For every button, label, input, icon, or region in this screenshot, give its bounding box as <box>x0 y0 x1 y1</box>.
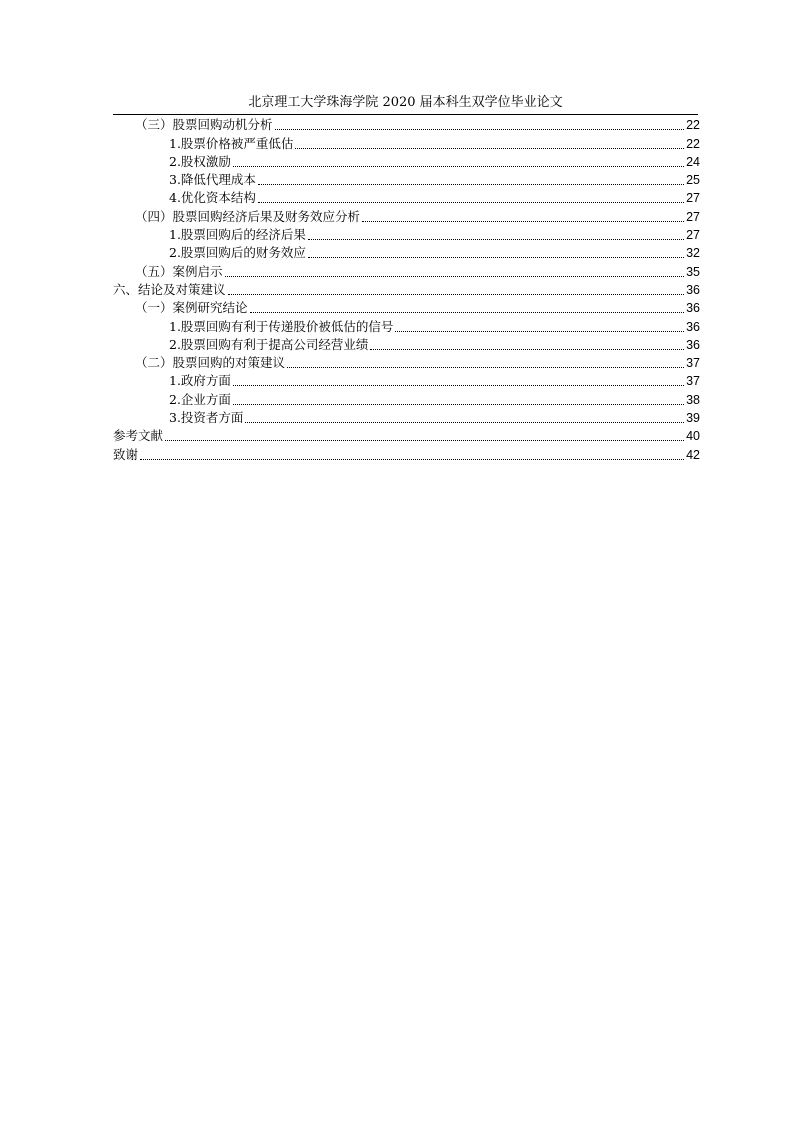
toc-dot-leader <box>250 311 685 313</box>
toc-dot-leader <box>287 366 684 368</box>
toc-entry[interactable] <box>113 207 700 225</box>
toc-dot-leader <box>258 201 684 203</box>
toc-entry-page-number: 36 <box>686 337 700 352</box>
toc-entry-title: 1.政府方面 <box>169 373 231 389</box>
toc-entry-title: （一）案例研究结论 <box>135 300 248 316</box>
toc-entry[interactable] <box>113 409 700 427</box>
toc-entry-title: 六、结论及对策建议 <box>113 281 226 297</box>
toc-entry-title: 2.企业方面 <box>169 391 231 407</box>
toc-entry-title: （四）股票回购经济后果及财务效应分析 <box>135 208 361 224</box>
toc-entry[interactable] <box>113 299 700 317</box>
toc-dot-leader <box>233 403 684 405</box>
toc-entry-title: 2.股票回购有利于提高公司经营业绩 <box>169 336 369 352</box>
toc-dot-leader <box>395 330 684 332</box>
toc-dot-leader <box>225 275 685 277</box>
toc-dot-leader <box>233 165 684 167</box>
toc-entry-title: 4.优化资本结构 <box>169 190 256 206</box>
toc-entry-title: 1.股票回购后的经济后果 <box>169 227 306 243</box>
toc-entry[interactable] <box>113 372 700 390</box>
toc-entry-page-number: 36 <box>686 282 700 297</box>
toc-entry[interactable] <box>113 390 700 408</box>
toc-entry-page-number: 22 <box>686 136 700 151</box>
toc-entry-title: 3.投资者方面 <box>169 410 244 426</box>
toc-dot-leader <box>258 183 684 185</box>
toc-entry-page-number: 35 <box>686 264 700 279</box>
toc-entry[interactable] <box>113 189 700 207</box>
toc-entry[interactable] <box>113 116 700 134</box>
toc-entry-title: 2.股票回购后的财务效应 <box>169 245 306 261</box>
toc-entry-page-number: 22 <box>686 118 700 133</box>
toc-dot-leader <box>228 293 685 295</box>
toc-entry-title: 致谢 <box>113 446 139 462</box>
toc-entry-page-number: 25 <box>686 173 700 188</box>
toc-entry-title: 1.股票价格被严重低估 <box>169 135 294 151</box>
toc-entry-title: （三）股票回购动机分析 <box>135 117 273 133</box>
toc-dot-leader <box>233 384 684 386</box>
toc-entry[interactable] <box>113 171 700 189</box>
toc-entry[interactable] <box>113 445 700 463</box>
header-rule <box>113 114 698 115</box>
toc-entry-page-number: 27 <box>686 191 700 206</box>
table-of-contents <box>113 116 700 464</box>
toc-entry-page-number: 36 <box>686 319 700 334</box>
toc-entry[interactable] <box>113 317 700 335</box>
toc-entry-page-number: 27 <box>686 209 700 224</box>
toc-dot-leader <box>308 256 684 258</box>
toc-entry-page-number: 37 <box>686 374 700 389</box>
toc-entry-title: 2.股权激励 <box>169 153 231 169</box>
toc-entry-page-number: 37 <box>686 356 700 371</box>
toc-entry-page-number: 38 <box>686 392 700 407</box>
toc-dot-leader <box>370 348 684 350</box>
toc-entry-page-number: 27 <box>686 228 700 243</box>
toc-entry-title: 3.降低代理成本 <box>169 172 256 188</box>
toc-entry-title: （五）案例启示 <box>135 263 223 279</box>
toc-dot-leader <box>362 220 684 222</box>
toc-entry[interactable] <box>113 281 700 299</box>
toc-entry[interactable] <box>113 354 700 372</box>
toc-entry[interactable] <box>113 262 700 280</box>
toc-dot-leader <box>308 238 684 240</box>
toc-dot-leader <box>245 421 684 423</box>
toc-entry-page-number: 36 <box>686 301 700 316</box>
running-header: 北京理工大学珠海学院 2020 届本科生双学位毕业论文 <box>248 95 563 110</box>
toc-entry[interactable] <box>113 336 700 354</box>
toc-entry-page-number: 24 <box>686 154 700 169</box>
toc-entry[interactable] <box>113 153 700 171</box>
toc-entry[interactable] <box>113 244 700 262</box>
toc-entry[interactable] <box>113 134 700 152</box>
toc-entry[interactable] <box>113 427 700 445</box>
toc-entry-page-number: 40 <box>686 429 700 444</box>
toc-entry-title: 参考文献 <box>113 428 164 444</box>
toc-entry-page-number: 42 <box>686 447 700 462</box>
toc-dot-leader <box>295 147 684 149</box>
toc-dot-leader <box>165 439 684 441</box>
toc-entry-page-number: 39 <box>686 411 700 426</box>
toc-entry[interactable] <box>113 226 700 244</box>
toc-entry-title: （二）股票回购的对策建议 <box>135 355 286 371</box>
toc-dot-leader <box>275 128 685 130</box>
toc-entry-title: 1.股票回购有利于传递股价被低估的信号 <box>169 318 394 334</box>
toc-entry-page-number: 32 <box>686 246 700 261</box>
toc-dot-leader <box>140 458 684 460</box>
